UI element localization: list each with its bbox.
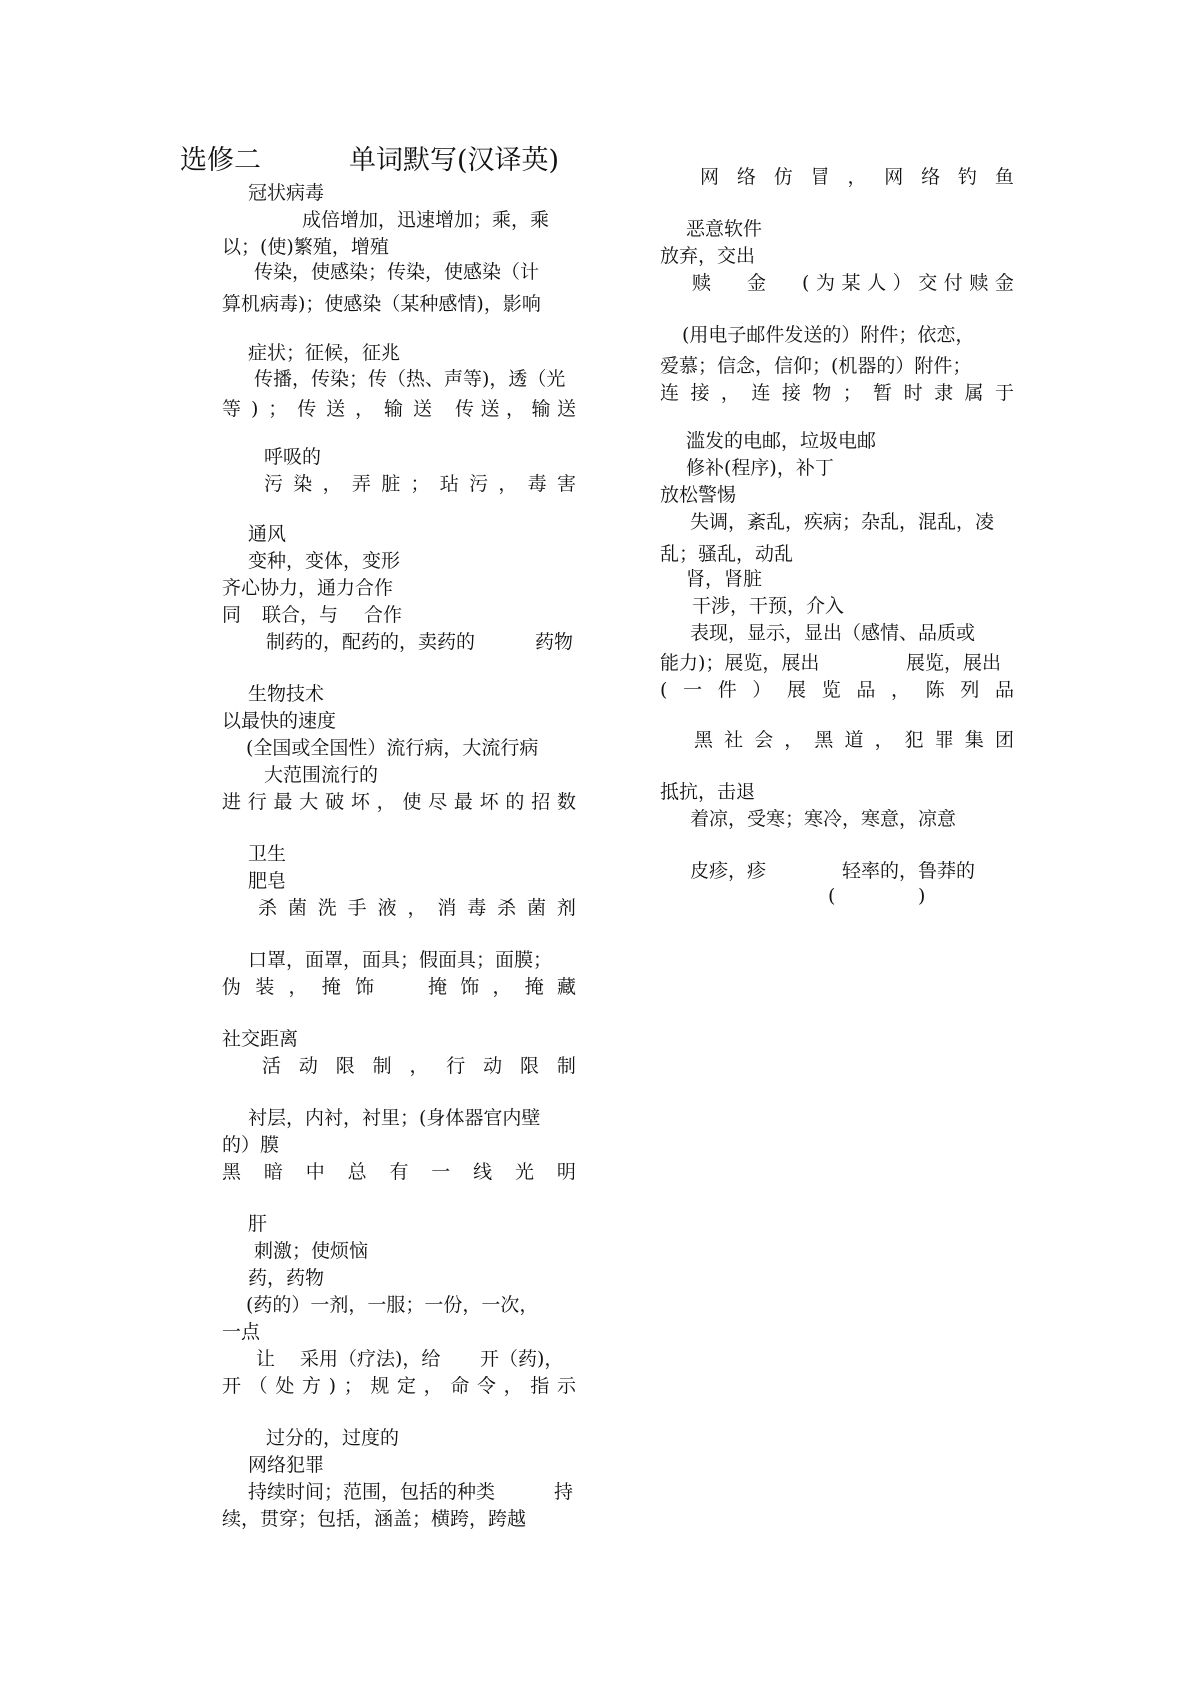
list-item: 活 动 限 制 ， 行 动 限 制 [262, 1055, 576, 1077]
list-item: 着凉，受寒；寒冷，寒意，凉意 [690, 808, 957, 830]
list-item: 肥皂 [248, 870, 287, 892]
list-item: 掩 饰 ， 掩 藏 [428, 976, 576, 998]
list-item: 的）膜 [222, 1134, 280, 1156]
list-item: 冠状病毒 [248, 182, 325, 204]
list-item: 皮疹，疹 [690, 860, 767, 882]
list-item: 续，贯穿；包括，涵盖；横跨，跨越 [222, 1508, 527, 1530]
list-item: 口罩，面罩，面具；假面具；面膜； [248, 949, 553, 971]
list-item: 药，药物 [248, 1267, 325, 1289]
list-item: 能力)；展览，展出 [660, 652, 820, 674]
list-item: 联合，与 [262, 604, 339, 626]
list-item: 轻率的，鲁莽的 [842, 860, 976, 882]
list-item: 放松警惕 [660, 484, 737, 506]
list-item: 恶意软件 [686, 218, 763, 240]
list-item: 修补(程序)，补丁 [686, 457, 834, 479]
list-item: 齐心协力，通力合作 [222, 577, 394, 599]
list-item: 让 [256, 1348, 276, 1370]
list-item: 肾，肾脏 [686, 568, 763, 590]
list-item: 传染，使感染；传染，使感染（计 [254, 261, 540, 283]
list-item: ( 一 件 ） 展 览 品 ， 陈 列 品 [660, 679, 1014, 701]
list-item: 传 送 ， 输 送 [455, 398, 576, 420]
list-item: 爱慕；信念，信仰；(机器的）附件； [660, 355, 972, 377]
list-item: 合作 [364, 604, 403, 626]
list-item: 生物技术 [248, 683, 325, 705]
list-item: 卫生 [248, 843, 287, 865]
list-item: 连 接 ， 连 接 物 ； 暂 时 隶 属 于 [660, 382, 1014, 404]
list-item: 网络犯罪 [248, 1454, 325, 1476]
list-item: 肝 [248, 1213, 268, 1235]
list-item: 抵抗，击退 [660, 781, 756, 803]
list-item: 算机病毒)；使感染（某种感情)，影响 [222, 293, 541, 315]
list-item: 大范围流行的 [264, 764, 379, 786]
list-item: 赎 金 [692, 272, 766, 294]
list-item: 进 行 最 大 破 坏 ， 使 尽 最 坏 的 招 数 [222, 791, 576, 813]
list-item: 制药的，配药的，卖药的 [266, 631, 476, 653]
list-item: 衬层，内衬，衬里；(身体器官内壁 [248, 1107, 541, 1129]
list-item: ( [828, 885, 836, 907]
title-right: 单词默写(汉译英) [349, 145, 560, 176]
list-item: 表现，显示，显出（感情、品质或 [690, 622, 976, 644]
list-item: 采用（疗法)，给 [300, 1348, 441, 1370]
list-item: 持 [554, 1481, 574, 1503]
list-item: ) [918, 885, 926, 907]
list-item: 过分的，过度的 [266, 1427, 400, 1449]
list-item: (全国或全国性）流行病，大流行病 [246, 737, 539, 759]
list-item: 一点 [222, 1321, 261, 1343]
list-item: 展览，展出 [906, 652, 1002, 674]
list-item: 放弃，交出 [660, 245, 756, 267]
list-item: 杀 菌 洗 手 液 ， 消 毒 杀 菌 剂 [258, 897, 576, 919]
list-item: 黑 暗 中 总 有 一 线 光 明 [222, 1161, 576, 1183]
list-item: 滥发的电邮，垃圾电邮 [686, 430, 877, 452]
list-item: 变种，变体，变形 [248, 550, 401, 572]
list-item: 以；(使)繁殖，增殖 [222, 236, 389, 258]
list-item: 黑 社 会 ， 黑 道 ， 犯 罪 集 团 [694, 729, 1014, 751]
list-item: 药物 [535, 631, 574, 653]
list-item: 同 [222, 604, 242, 626]
list-item: 通风 [248, 523, 287, 545]
list-item: 乱；骚乱，动乱 [660, 543, 794, 565]
list-item: 失调，紊乱，疾病；杂乱，混乱，凌 [690, 511, 995, 533]
list-item: 开 （ 处 方 ) ； 规 定 ， 命 令 ， 指 示 [222, 1375, 576, 1397]
list-item: 呼吸的 [264, 446, 322, 468]
list-item: 社交距离 [222, 1028, 299, 1050]
list-item: 网 络 仿 冒 ， 网 络 钓 鱼 [700, 166, 1014, 188]
list-item: 污 染 ， 弄 脏 ； 玷 污 ， 毒 害 [264, 473, 576, 495]
list-item: 伪 装 ， 掩 饰 [222, 976, 374, 998]
list-item: 持续时间；范围，包括的种类 [248, 1481, 496, 1503]
list-item: 等 ) ； 传 送 ， 输 送 [222, 398, 432, 420]
list-item: 成倍增加，迅速增加；乘，乘 [302, 209, 550, 231]
list-item: 刺激；使烦恼 [254, 1240, 369, 1262]
list-item: 以最快的速度 [222, 710, 337, 732]
list-item: 传播，传染；传（热、声等)，透（光 [254, 368, 566, 390]
list-item: 症状；征候，征兆 [248, 342, 401, 364]
page-title [180, 138, 559, 177]
list-item: 干涉，干预，介入 [692, 595, 845, 617]
list-item: 开（药)， [480, 1348, 564, 1370]
list-item: (药的）一剂，一服；一份，一次， [246, 1294, 539, 1316]
list-item: (用电子邮件发送的）附件；依恋， [682, 324, 975, 346]
title-left: 选修二 [180, 145, 261, 176]
list-item: ( 为 某 人 ） 交 付 赎 金 [802, 272, 1014, 294]
